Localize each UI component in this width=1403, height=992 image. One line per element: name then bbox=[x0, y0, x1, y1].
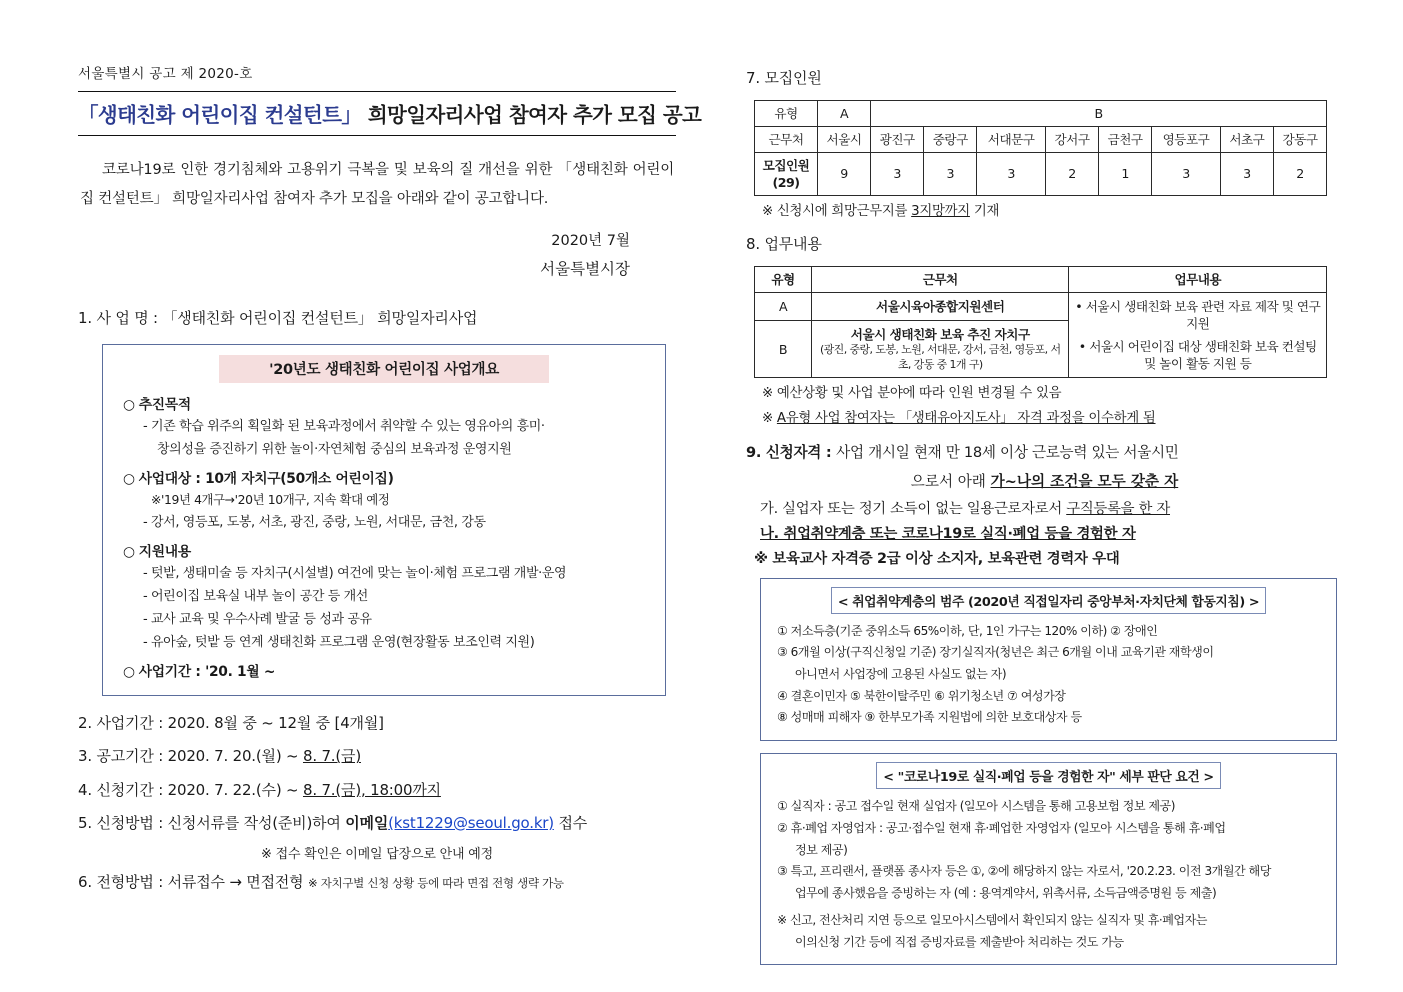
table-row bbox=[755, 126, 1327, 152]
item-business-period: 2. 사업기간 : 2020. 8월 중 ~ 12월 중 [4개월] bbox=[78, 714, 384, 733]
vulnerable-line: 아니면서 사업장에 고용된 사실도 없는 자) bbox=[795, 666, 1007, 681]
corona-line: ※ 신고, 전산처리 지연 등으로 일모아시스템에서 확인되지 않는 실직자 및 휴·폐업자는 bbox=[777, 912, 1207, 927]
recruit-type-a: A bbox=[818, 100, 871, 126]
duty-line: • 서울시 어린이집 대상 생태친화 보육 컨설팅 및 놀이 활동 지원 등 bbox=[1078, 339, 1317, 372]
page-title bbox=[78, 98, 702, 128]
overview-heading-period: ○ 사업기간 : '20. 1월 ~ bbox=[123, 664, 276, 681]
notice-number: 서울특별시 공고 제 2020-호 bbox=[78, 66, 253, 82]
qualification-b: 나. 취업취약계층 또는 코로나19로 실직·폐업 등을 경험한 자 bbox=[760, 525, 1136, 542]
overview-line: - 기존 학습 위주의 획일화 된 보육과정에서 취약할 수 있는 영유아의 흥미· bbox=[143, 418, 545, 434]
vulnerable-category-box bbox=[760, 578, 1337, 742]
circle-bullet-icon: ○ bbox=[123, 543, 135, 560]
recruit-site: 금천구 bbox=[1099, 126, 1152, 152]
date-block bbox=[78, 228, 676, 283]
table-row bbox=[755, 100, 1327, 126]
lead-paragraph: 코로나19로 인한 경기침체와 고용위기 극복을 및 보육의 질 개선을 위한 「생태친화 어린이집 컨설턴트」 희망일자리사업 참여자 추가 모집을 아래와 같이 공고합니다. bbox=[80, 162, 674, 207]
section-heading-duties: 8. 업무내용 bbox=[746, 235, 822, 254]
corona-line: 업무에 종사했음을 증빙하는 자 (예 : 용역계약서, 위촉서류, 소득금액증명원 등 제출) bbox=[795, 886, 1217, 901]
recruit-count: 2 bbox=[1045, 152, 1098, 195]
item-application-period: 4. 신청기간 : 2020. 7. 22.(수) ~ 8. 7.(금), 18:00까지 bbox=[78, 780, 441, 799]
vulnerable-line: ① 저소득층(기준 중위소득 65%이하, 단, 1인 가구는 120% 이하) ② 장애인 bbox=[777, 623, 1158, 638]
corona-line: ② 휴·폐업 자영업자 : 공고·접수일 현재 휴·폐업한 자영업자 (일모아 시스템을 통해 휴·폐업 bbox=[777, 820, 1226, 835]
qualification-subheading: 으로서 아래 가~나의 조건을 모두 갖춘 자 bbox=[910, 472, 1179, 490]
overview-heading-support: ○ 지원내용 bbox=[123, 543, 191, 560]
left-column bbox=[0, 0, 700, 992]
recruit-count: 2 bbox=[1273, 152, 1326, 195]
application-note: ※ 접수 확인은 이메일 답장으로 안내 예정 bbox=[260, 847, 493, 863]
recruit-count: 3 bbox=[1220, 152, 1273, 195]
recruit-count: 1 bbox=[1099, 152, 1152, 195]
item-business-name: 1. 사 업 명 : 「생태친화 어린이집 컨설턴트」 희망일자리사업 bbox=[78, 309, 478, 328]
document-title-prefix: 「생태친화 어린이집 컨설턴트」 bbox=[78, 103, 362, 127]
recruit-count: 3 bbox=[977, 152, 1046, 195]
vulnerable-line: ④ 결혼이민자 ⑤ 북한이탈주민 ⑥ 위기청소년 ⑦ 여성가장 bbox=[777, 688, 1066, 703]
section-heading-qualification: 9. 신청자격 : 사업 개시일 현재 만 18세 이상 근로능력 있는 서울시민 bbox=[746, 443, 1179, 461]
overview-line: - 교사 교육 및 우수사례 발굴 등 성과 공유 bbox=[143, 612, 372, 628]
table-row bbox=[755, 152, 1327, 195]
email-link[interactable]: (kst1229@seoul.go.kr) bbox=[388, 813, 554, 832]
duties-site: 서울시육아종합지원센터 bbox=[812, 292, 1069, 320]
corona-line: ③ 특고, 프리랜서, 플랫폼 종사자 등은 ①, ②에 해당하지 않는 자로서, '20.2.23. 이전 3개월간 해당 bbox=[777, 864, 1271, 879]
circle-bullet-icon: ○ bbox=[123, 470, 135, 487]
corona-criteria-box bbox=[760, 753, 1337, 965]
recruit-note: ※ 신청시에 희망근무지를 3지망까지 기재 bbox=[762, 203, 1000, 219]
duties-header-site: 근무처 bbox=[812, 266, 1069, 292]
recruit-site: 광진구 bbox=[871, 126, 924, 152]
table-row bbox=[755, 292, 1327, 320]
recruit-site: 중랑구 bbox=[924, 126, 977, 152]
duty-line: • 서울시 생태친화 보육 관련 자료 제작 및 연구 지원 bbox=[1075, 299, 1321, 332]
overview-box bbox=[102, 344, 666, 696]
application-deadline: 8. 7.(금), 18:00까지 bbox=[302, 780, 441, 799]
overview-title: '20년도 생태친화 어린이집 사업개요 bbox=[219, 355, 549, 383]
recruit-site: 영등포구 bbox=[1152, 126, 1221, 152]
overview-heading-target: ○ 사업대상 : 10개 자치구(50개소 어린이집) bbox=[123, 470, 394, 487]
overview-line: 창의성을 증진하기 위한 놀이·자연체험 중심의 보육과정 운영지원 bbox=[157, 441, 512, 457]
overview-line: - 강서, 영등포, 도봉, 서초, 광진, 중랑, 노원, 서대문, 금천, 강동 bbox=[143, 514, 486, 530]
recruit-type-b: B bbox=[871, 100, 1327, 126]
overview-line: - 어린이집 보육실 내부 놀이 공간 등 개선 bbox=[143, 589, 368, 605]
section-heading-recruit: 7. 모집인원 bbox=[746, 69, 822, 87]
item-application-method: 5. 신청방법 : 신청서류를 작성(준비)하여 이메일(kst1229@seoul.go.kr) 접수 bbox=[78, 813, 588, 832]
duties-table bbox=[754, 266, 1327, 379]
vulnerable-line: ③ 6개월 이상(구직신청일 기준) 장기실직자(청년은 최근 6개월 이내 교육기관 재학생이 bbox=[777, 645, 1214, 660]
recruit-type-label: 유형 bbox=[755, 100, 818, 126]
vulnerable-line: ⑧ 성매매 피해자 ⑨ 한부모가족 지원법에 의한 보호대상자 등 bbox=[777, 710, 1082, 725]
issuer-name: 서울특별시장 bbox=[540, 259, 630, 278]
overview-line: - 유아숲, 텃밭 등 연계 생태친화 프로그램 운영(현장활동 보조인력 지원) bbox=[143, 635, 535, 651]
recruit-count: 3 bbox=[1152, 152, 1221, 195]
duties-type: A bbox=[755, 292, 812, 320]
overview-heading-purpose: ○ 추진목적 bbox=[123, 396, 191, 413]
circle-bullet-icon: ○ bbox=[123, 396, 135, 413]
duties-duty-cell bbox=[1069, 292, 1327, 378]
document-title-box bbox=[78, 91, 702, 136]
corona-criteria-title: < "코로나19로 실직·폐업 등을 경험한 자" 세부 판단 요건 > bbox=[876, 762, 1220, 789]
item-notice-period: 3. 공고기간 : 2020. 7. 20.(월) ~ 8. 7.(금) bbox=[78, 747, 361, 766]
item-selection-method: 6. 전형방법 : 서류접수 → 면접전형 ※ 자치구별 신청 상황 등에 따라 면접 전형 생략 가능 bbox=[78, 873, 564, 892]
document-title-suffix: 희망일자리사업 참여자 추가 모집 공고 bbox=[367, 103, 702, 127]
duties-type: B bbox=[755, 320, 812, 378]
duties-note-2: ※ A유형 사업 참여자는 「생태유아지도사」 자격 과정을 이수하게 됨 bbox=[762, 411, 1156, 427]
duties-note-1: ※ 예산상황 및 사업 분야에 따라 인원 변경될 수 있음 bbox=[762, 386, 1062, 402]
recruit-count: 9 bbox=[818, 152, 871, 195]
recruit-count: 3 bbox=[924, 152, 977, 195]
table-header-row bbox=[755, 266, 1327, 292]
selection-method-note: ※ 자치구별 신청 상황 등에 따라 면접 전형 생략 가능 bbox=[308, 876, 564, 891]
duties-site: 서울시 생태친화 보육 추진 자치구 (광진, 중랑, 도봉, 노원, 서대문, 강서, 금천, 영등포, 서초, 강동 중 1개 구) bbox=[812, 320, 1069, 378]
recruit-site-label: 근무처 bbox=[755, 126, 818, 152]
duties-header-type: 유형 bbox=[755, 266, 812, 292]
recruit-site: 서울시 bbox=[818, 126, 871, 152]
application-method-bold: 이메일 bbox=[345, 813, 389, 832]
right-column bbox=[700, 0, 1403, 992]
recruit-site: 강서구 bbox=[1045, 126, 1098, 152]
corona-line: ① 실직자 : 공고 접수일 현재 실업자 (일모아 시스템을 통해 고용보험 정보 제공) bbox=[777, 799, 1175, 814]
qualification-a: 가. 실업자 또는 정기 소득이 없는 일용근로자로서 구직등록을 한 자 bbox=[760, 500, 1170, 517]
overview-line: ※'19년 4개구→'20년 10개구, 지속 확대 예정 bbox=[151, 491, 390, 507]
corona-line: 정보 제공) bbox=[795, 842, 848, 857]
issue-date: 2020년 7월 bbox=[551, 233, 630, 249]
recruit-table bbox=[754, 100, 1327, 196]
recruit-site: 강동구 bbox=[1273, 126, 1326, 152]
overview-line: - 텃밭, 생태미술 등 자치구(시설별) 여건에 맞는 놀이·체험 프로그램 개발·운영 bbox=[143, 565, 567, 581]
vulnerable-category-title: < 취업취약계층의 범주 (2020년 직접일자리 중앙부처·자치단체 합동지침) > bbox=[831, 587, 1266, 614]
recruit-count: 3 bbox=[871, 152, 924, 195]
circle-bullet-icon: ○ bbox=[123, 664, 135, 681]
duties-site-sub: (광진, 중랑, 도봉, 노원, 서대문, 강서, 금천, 영등포, 서초, 강동 중 1개 구) bbox=[819, 342, 1061, 371]
recruit-site: 서대문구 bbox=[977, 126, 1046, 152]
recruit-count-label: 모집인원 (29) bbox=[755, 152, 818, 195]
recruit-site: 서초구 bbox=[1220, 126, 1273, 152]
duties-header-duty: 업무내용 bbox=[1069, 266, 1327, 292]
corona-line: 이의신청 기간 등에 직접 증빙자료를 제출받아 처리하는 것도 가능 bbox=[795, 934, 1124, 949]
qualification-note: ※ 보육교사 자격증 2급 이상 소지자, 보육관련 경력자 우대 bbox=[754, 550, 1120, 567]
notice-period-end: 8. 7.(금) bbox=[302, 747, 361, 766]
